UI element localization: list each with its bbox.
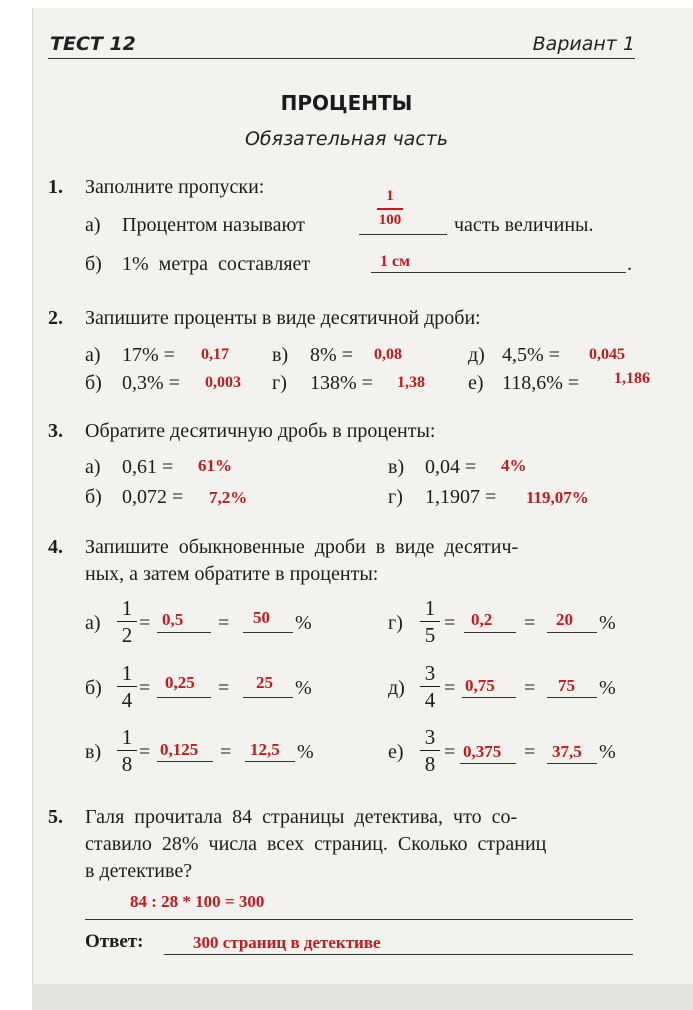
task4v-decimal-answer: 0,125	[160, 740, 199, 759]
task3g-label: г)	[388, 486, 403, 508]
task5-answer-label: Ответ:	[85, 931, 144, 952]
task2e-answer: 1,186	[614, 370, 650, 387]
task4v-percent-answer: 12,5	[250, 740, 280, 759]
task4v-equals-2: =	[220, 741, 232, 763]
task2v-answer: 0,08	[374, 346, 402, 363]
task1b-text: 1% метра составляет	[122, 253, 311, 275]
task5-calculation: 84 : 28 * 100 = 300	[130, 892, 265, 911]
task4g-percent-sign: %	[599, 612, 616, 634]
task2-text: Запишите проценты в виде десятичной дроби:	[85, 307, 481, 329]
task4d-decimal-line	[462, 697, 516, 698]
task1a-text: Процентом называют	[122, 214, 305, 236]
task4d-decimal-answer: 0,75	[465, 676, 495, 695]
task4e-label: е)	[388, 741, 404, 763]
task5-text-line1: Галя прочитала 84 страницы детектива, что со-	[85, 806, 518, 828]
task4a-decimal-line	[157, 632, 211, 633]
task3v-answer: 4%	[501, 456, 527, 475]
task2v-label: в)	[272, 344, 289, 366]
task3g-expression: 1,1907 =	[425, 486, 497, 508]
task4a-fraction: 1 2	[117, 596, 137, 647]
task4d-fraction: 3 4	[420, 661, 440, 712]
task3v-label: в)	[388, 456, 405, 478]
task4e-equals: =	[444, 741, 456, 763]
task4d-percent-line	[547, 697, 597, 698]
task4v-decimal-line	[157, 761, 213, 762]
task2b-label: б)	[85, 372, 102, 394]
task4a-equals: =	[139, 612, 151, 634]
task2g-expression: 138% =	[310, 372, 373, 394]
task1a-suffix: часть величины.	[454, 214, 594, 236]
task4d-percent-answer: 75	[558, 676, 575, 695]
task4v-percent-line	[245, 761, 295, 762]
task4g-fraction: 1 5	[420, 596, 440, 647]
task3-text: Обратите десятичную дробь в проценты:	[85, 420, 436, 442]
task4b-decimal-line	[157, 697, 211, 698]
task1a-label: а)	[85, 214, 101, 236]
page-title: ПРОЦЕНТЫ	[280, 91, 413, 115]
task4a-percent-sign: %	[295, 612, 312, 634]
task4e-percent-answer: 37,5	[552, 742, 582, 761]
page-subtitle: Обязательная часть	[244, 128, 449, 150]
task4g-equals: =	[444, 612, 456, 634]
task4g-decimal-answer: 0,2	[471, 610, 493, 629]
task3b-answer: 7,2%	[209, 488, 248, 507]
task1a-answer-numerator: 1	[386, 188, 394, 204]
task4a-equals-2: =	[218, 612, 230, 634]
task2a-expression: 17% =	[122, 344, 175, 366]
task5-answer: 300 страниц в детективе	[193, 933, 381, 952]
task4-text-line1: Запишите обыкновенные дроби в виде десятич-	[85, 536, 519, 558]
task4a-decimal-answer: 0,5	[162, 610, 184, 629]
task2b-expression: 0,3% =	[122, 372, 180, 394]
task1b-suffix: .	[627, 253, 632, 275]
task4b-equals: =	[139, 677, 151, 699]
task4a-label: а)	[85, 612, 101, 634]
task4a-percent-line	[243, 632, 293, 633]
task4g-decimal-line	[464, 632, 516, 633]
task3a-expression: 0,61 =	[122, 456, 174, 478]
task4e-equals-2: =	[524, 741, 536, 763]
header-rule	[48, 58, 635, 59]
task2d-label: д)	[468, 344, 485, 366]
task2d-answer: 0,045	[589, 346, 625, 363]
task4b-percent-sign: %	[295, 677, 312, 699]
task2a-label: а)	[85, 344, 101, 366]
task4g-label: г)	[388, 612, 403, 634]
task2g-label: г)	[272, 372, 287, 394]
task1-text: Заполните пропуски:	[85, 176, 265, 198]
task3v-expression: 0,04 =	[425, 456, 477, 478]
task4b-percent-line	[243, 697, 293, 698]
task3b-expression: 0,072 =	[122, 486, 184, 508]
task4-number: 4.	[48, 536, 63, 558]
task4e-decimal-answer: 0,375	[463, 742, 502, 761]
task3b-label: б)	[85, 486, 102, 508]
task5-answer-line	[164, 954, 633, 955]
task2a-answer: 0,17	[201, 346, 229, 363]
task1a-blank-line	[359, 234, 447, 235]
page-bottom-edge	[32, 984, 693, 1010]
task3-number: 3.	[48, 420, 63, 442]
task1b-blank-line	[371, 272, 626, 273]
task4v-percent-sign: %	[297, 741, 314, 763]
task4e-fraction: 3 8	[420, 725, 440, 776]
task5-text-line2: ставило 28% числа всех страниц. Сколько страниц	[85, 833, 547, 855]
task4d-equals: =	[444, 677, 456, 699]
task4g-percent-answer: 20	[556, 610, 573, 629]
task4e-percent-sign: %	[599, 741, 616, 763]
task2d-expression: 4,5% =	[502, 344, 560, 366]
task1b-label: б)	[85, 253, 102, 275]
task4b-equals-2: =	[218, 677, 230, 699]
task5-text-line3: в детективе?	[85, 860, 193, 882]
task4v-fraction: 1 8	[117, 725, 137, 776]
task5-number: 5.	[48, 806, 63, 828]
task4b-label: б)	[85, 677, 102, 699]
task4b-decimal-answer: 0,25	[165, 673, 195, 692]
task2v-expression: 8% =	[310, 344, 353, 366]
task4a-percent-answer: 50	[253, 608, 270, 627]
variant-label: Вариант 1	[532, 33, 635, 55]
task1a-answer-denominator: 100	[378, 212, 402, 228]
task4d-label: д)	[388, 677, 405, 699]
task4g-equals-2: =	[524, 612, 536, 634]
task2-number: 2.	[48, 307, 63, 329]
task4d-equals-2: =	[524, 677, 536, 699]
task3a-answer: 61%	[198, 456, 232, 475]
test-number: ТЕСТ 12	[50, 33, 136, 55]
task4e-percent-line	[547, 763, 597, 764]
task4e-decimal-line	[460, 763, 516, 764]
task4g-percent-line	[547, 632, 597, 633]
task3a-label: а)	[85, 456, 101, 478]
task1-number: 1.	[48, 176, 63, 198]
task2e-expression: 118,6% =	[502, 372, 580, 394]
task4-text-line2: ных, а затем обратите в проценты:	[85, 563, 379, 585]
task4b-fraction: 1 4	[117, 661, 137, 712]
task2b-answer: 0,003	[205, 374, 241, 391]
task1a-answer-fraction-bar	[377, 208, 403, 210]
task2g-answer: 1,38	[397, 374, 425, 391]
task4b-percent-answer: 25	[256, 673, 273, 692]
task4d-percent-sign: %	[599, 677, 616, 699]
task1b-answer: 1 см	[380, 253, 410, 270]
task4v-equals: =	[139, 741, 151, 763]
task5-work-line	[85, 919, 633, 920]
task4v-label: в)	[85, 741, 102, 763]
task2e-label: е)	[468, 372, 484, 394]
task3g-answer: 119,07%	[526, 488, 589, 507]
